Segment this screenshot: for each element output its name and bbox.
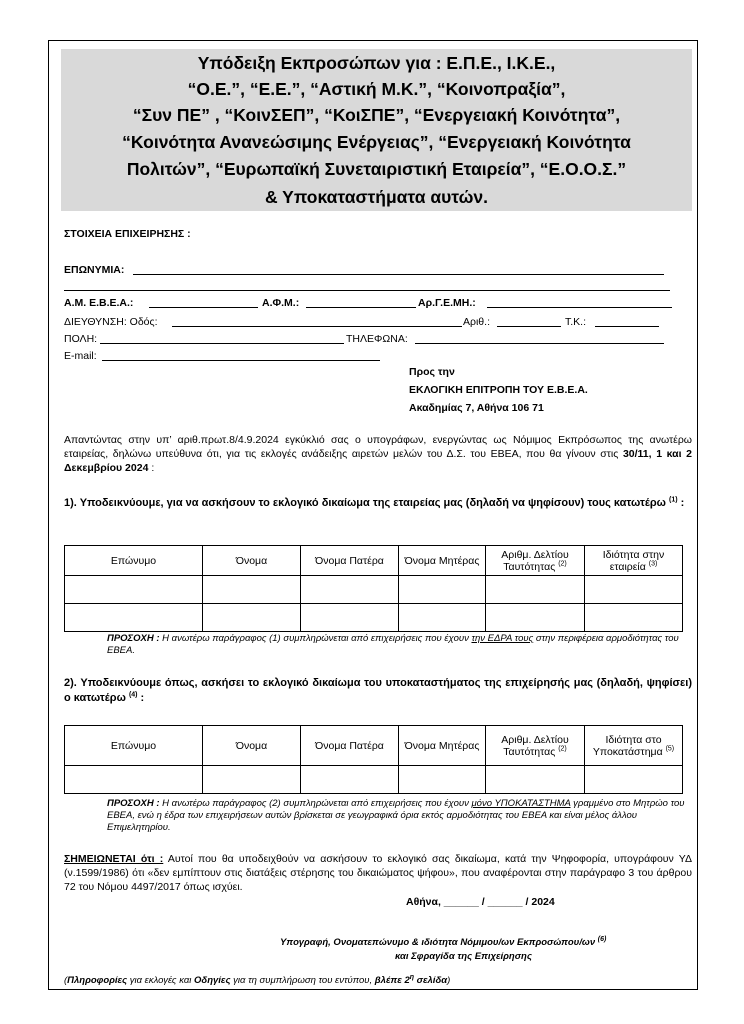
city-field[interactable] — [100, 343, 344, 344]
title-line-4: “Κοινότητα Ανανεώσιμης Ενέργειας”, “Ενεργειακή Κοινότητα — [122, 132, 631, 152]
email-label: E-mail: — [64, 350, 97, 362]
section-1-text: 1). Υποδεικνύουμε, για να ασκήσουν το εκλογικό δικαίωμα της εταιρείας μας (δηλαδή να ψηφίσουν) τους κατωτέρω $^{(1)}$ : — [64, 496, 685, 509]
col-capacity: Ιδιότητα στο Υποκατάστημα $^{(5)}$ — [585, 726, 683, 766]
branch-representative-table — [64, 725, 683, 794]
gemi-label: Αρ.Γ.Ε.ΜΗ.: — [418, 297, 476, 309]
afm-label: Α.Φ.Μ.: — [262, 297, 300, 309]
col-father-name: Όνομα Πατέρα — [301, 726, 399, 766]
section-2-note: ΠΡΟΣΟΧΗ : Η ανωτέρω παράγραφος (2) συμπληρώνεται από επιχειρήσεις που έχουν μόνο ΥΠΟΚΑΤΑΣΤΗΜΑ γραμμένο στο Μητρώο του ΕΒΕΑ, ενώ η έδρα των επιχειρήσεων αυτών βρίσκεται σε γεωγραφικά όρια εκτός αρμοδιότητας του ΕΒΕΑ και είναι μέλος άλλου Επιμελητηρίου. — [107, 798, 685, 833]
table-row[interactable] — [65, 766, 683, 794]
recipient-to: Προς την — [409, 366, 455, 378]
notice-label: ΣΗΜΕΙΩΝΕΤΑΙ ότι : — [64, 853, 164, 865]
postal-code-field[interactable] — [595, 326, 659, 327]
col-mother-name: Όνομα Μητέρας — [399, 546, 486, 576]
col-id-number: Αριθμ. Δελτίου Ταυτότητας $^{(2)}$ — [486, 726, 585, 766]
title-line-2: “Ο.Ε.”, “Ε.Ε.”, “Αστική Μ.Κ.”, “Κοινοπραξία”, — [187, 79, 566, 99]
election-dates: 30/11, 1 και 2 Δεκεμβρίου 2024 — [64, 448, 692, 474]
col-surname: Επώνυμο — [65, 546, 203, 576]
gemi-field[interactable] — [487, 307, 672, 308]
afm-field[interactable] — [306, 307, 416, 308]
title-line-6: & Υποκαταστήματα αυτών. — [265, 187, 488, 207]
signature-line-1: Υπογραφή, Ονοματεπώνυμο & ιδιότητα Νόμιμου/ων Εκπροσώπου/ων $^{(6)}$ — [280, 935, 607, 948]
company-name-field[interactable] — [133, 274, 664, 275]
col-capacity: Ιδιότητα στην εταιρεία $^{(3)}$ — [585, 546, 683, 576]
address-field[interactable] — [172, 326, 462, 327]
footer-note: (Πληροφορίες για εκλογές και Οδηγίες για τη συμπλήρωση του εντύπου, βλέπε $2^\eta$ σελίδα) — [64, 973, 451, 986]
representatives-table — [64, 545, 683, 632]
signature-line-2: και Σφραγίδα της Επιχείρησης — [395, 951, 532, 962]
notice-paragraph: ΣΗΜΕΙΩΝΕΤΑΙ ότι : Αυτοί που θα υποδειχθούν να ασκήσουν το εκλογικό σας δικαίωμα, κατά την Ψηφοφορία, υπογράφουν ΥΔ (ν.1599/1986) ότι «δεν εμπίπτουν στις διατάξεις στέρησης του δικαιώματος ψήφου», που αναφέρονται στην παράγραφο 3 του άρθρου 72 του Νόμου 4497/2017 όπως ισχύει. — [64, 853, 693, 893]
title-line-3: “Συν ΠΕ” , “ΚοινΣΕΠ”, “ΚοιΣΠΕ”, “Ενεργειακή Κοινότητα”, — [132, 105, 621, 125]
table-header-row — [65, 726, 683, 766]
recipient-address: Ακαδημίας 7, Αθήνα 106 71 — [409, 402, 544, 414]
table-row[interactable] — [65, 604, 683, 632]
col-name: Όνομα — [203, 726, 301, 766]
company-name-field-line-2[interactable] — [64, 290, 670, 291]
phone-field[interactable] — [415, 343, 664, 344]
table-header-row — [65, 546, 683, 576]
am-ebea-label: Α.Μ. Ε.Β.Ε.Α.: — [64, 297, 134, 309]
col-father-name: Όνομα Πατέρα — [301, 546, 399, 576]
intro-paragraph: Απαντώντας στην υπ’ αριθ.πρωτ.8/4.9.2024 εγκύκλιό σας ο υπογράφων, ενεργώντας ως Νόμιμος Εκπρόσωπος της ανωτέρω εταιρείας, δηλώνω υπεύθυνα ότι, για τις εκλογές ανάδειξης αιρετών μελών του Δ.Σ. του ΕΒΕΑ, που θα γίνουν στις 30/11, 1 και 2 Δεκεμβρίου 2024 : — [64, 434, 692, 474]
business-heading: ΣΤΟΙΧΕΙΑ ΕΠΙΧΕΙΡΗΣΗΣ : — [64, 228, 191, 240]
email-field[interactable] — [102, 360, 380, 361]
col-id-number: Αριθμ. Δελτίου Ταυτότητας $^{(2)}$ — [486, 546, 585, 576]
postal-code-label: Τ.Κ.: — [565, 316, 587, 328]
date-line[interactable]: Αθήνα, ______ / ______ / 2024 — [406, 896, 555, 908]
section-2-text: 2). Υποδεικνύουμε όπως, ασκήσει το εκλογικό δικαίωμα του υποκαταστήματος της επιχείρησής μας (δηλαδή, ψηφίσει) ο κατωτέρω $^{(4)}$ : — [64, 677, 692, 704]
title-line-5: Πολιτών”, “Ευρωπαϊκή Συνεταιριστική Εταιρεία”, “Ε.Ο.Ο.Σ.” — [126, 159, 627, 179]
col-name: Όνομα — [203, 546, 301, 576]
company-name-label: ΕΠΩΝΥΜΙΑ: — [64, 264, 125, 276]
phone-label: ΤΗΛΕΦΩΝΑ: — [346, 333, 408, 345]
recipient-committee: ΕΚΛΟΓΙΚΗ ΕΠΙΤΡΟΠΗ ΤΟΥ Ε.Β.Ε.Α. — [409, 384, 588, 396]
address-number-field[interactable] — [497, 326, 561, 327]
col-surname: Επώνυμο — [65, 726, 203, 766]
table-row[interactable] — [65, 576, 683, 604]
city-label: ΠΟΛΗ: — [64, 333, 98, 345]
col-mother-name: Όνομα Μητέρας — [399, 726, 486, 766]
am-ebea-field[interactable] — [149, 307, 258, 308]
address-number-label: Αριθ.: — [463, 316, 490, 328]
section-1-note: ΠΡΟΣΟΧΗ : Η ανωτέρω παράγραφος (1) συμπληρώνεται από επιχειρήσεις που έχουν την ΕΔΡΑ τους στην περιφέρεια αρμοδιότητας του ΕΒΕΑ. — [107, 633, 679, 656]
address-label: ΔΙΕΥΘΥΝΣΗ: Οδός: — [64, 316, 158, 328]
title-line-1: Υπόδειξη Εκπροσώπων για : Ε.Π.Ε., Ι.Κ.Ε., — [197, 53, 556, 73]
